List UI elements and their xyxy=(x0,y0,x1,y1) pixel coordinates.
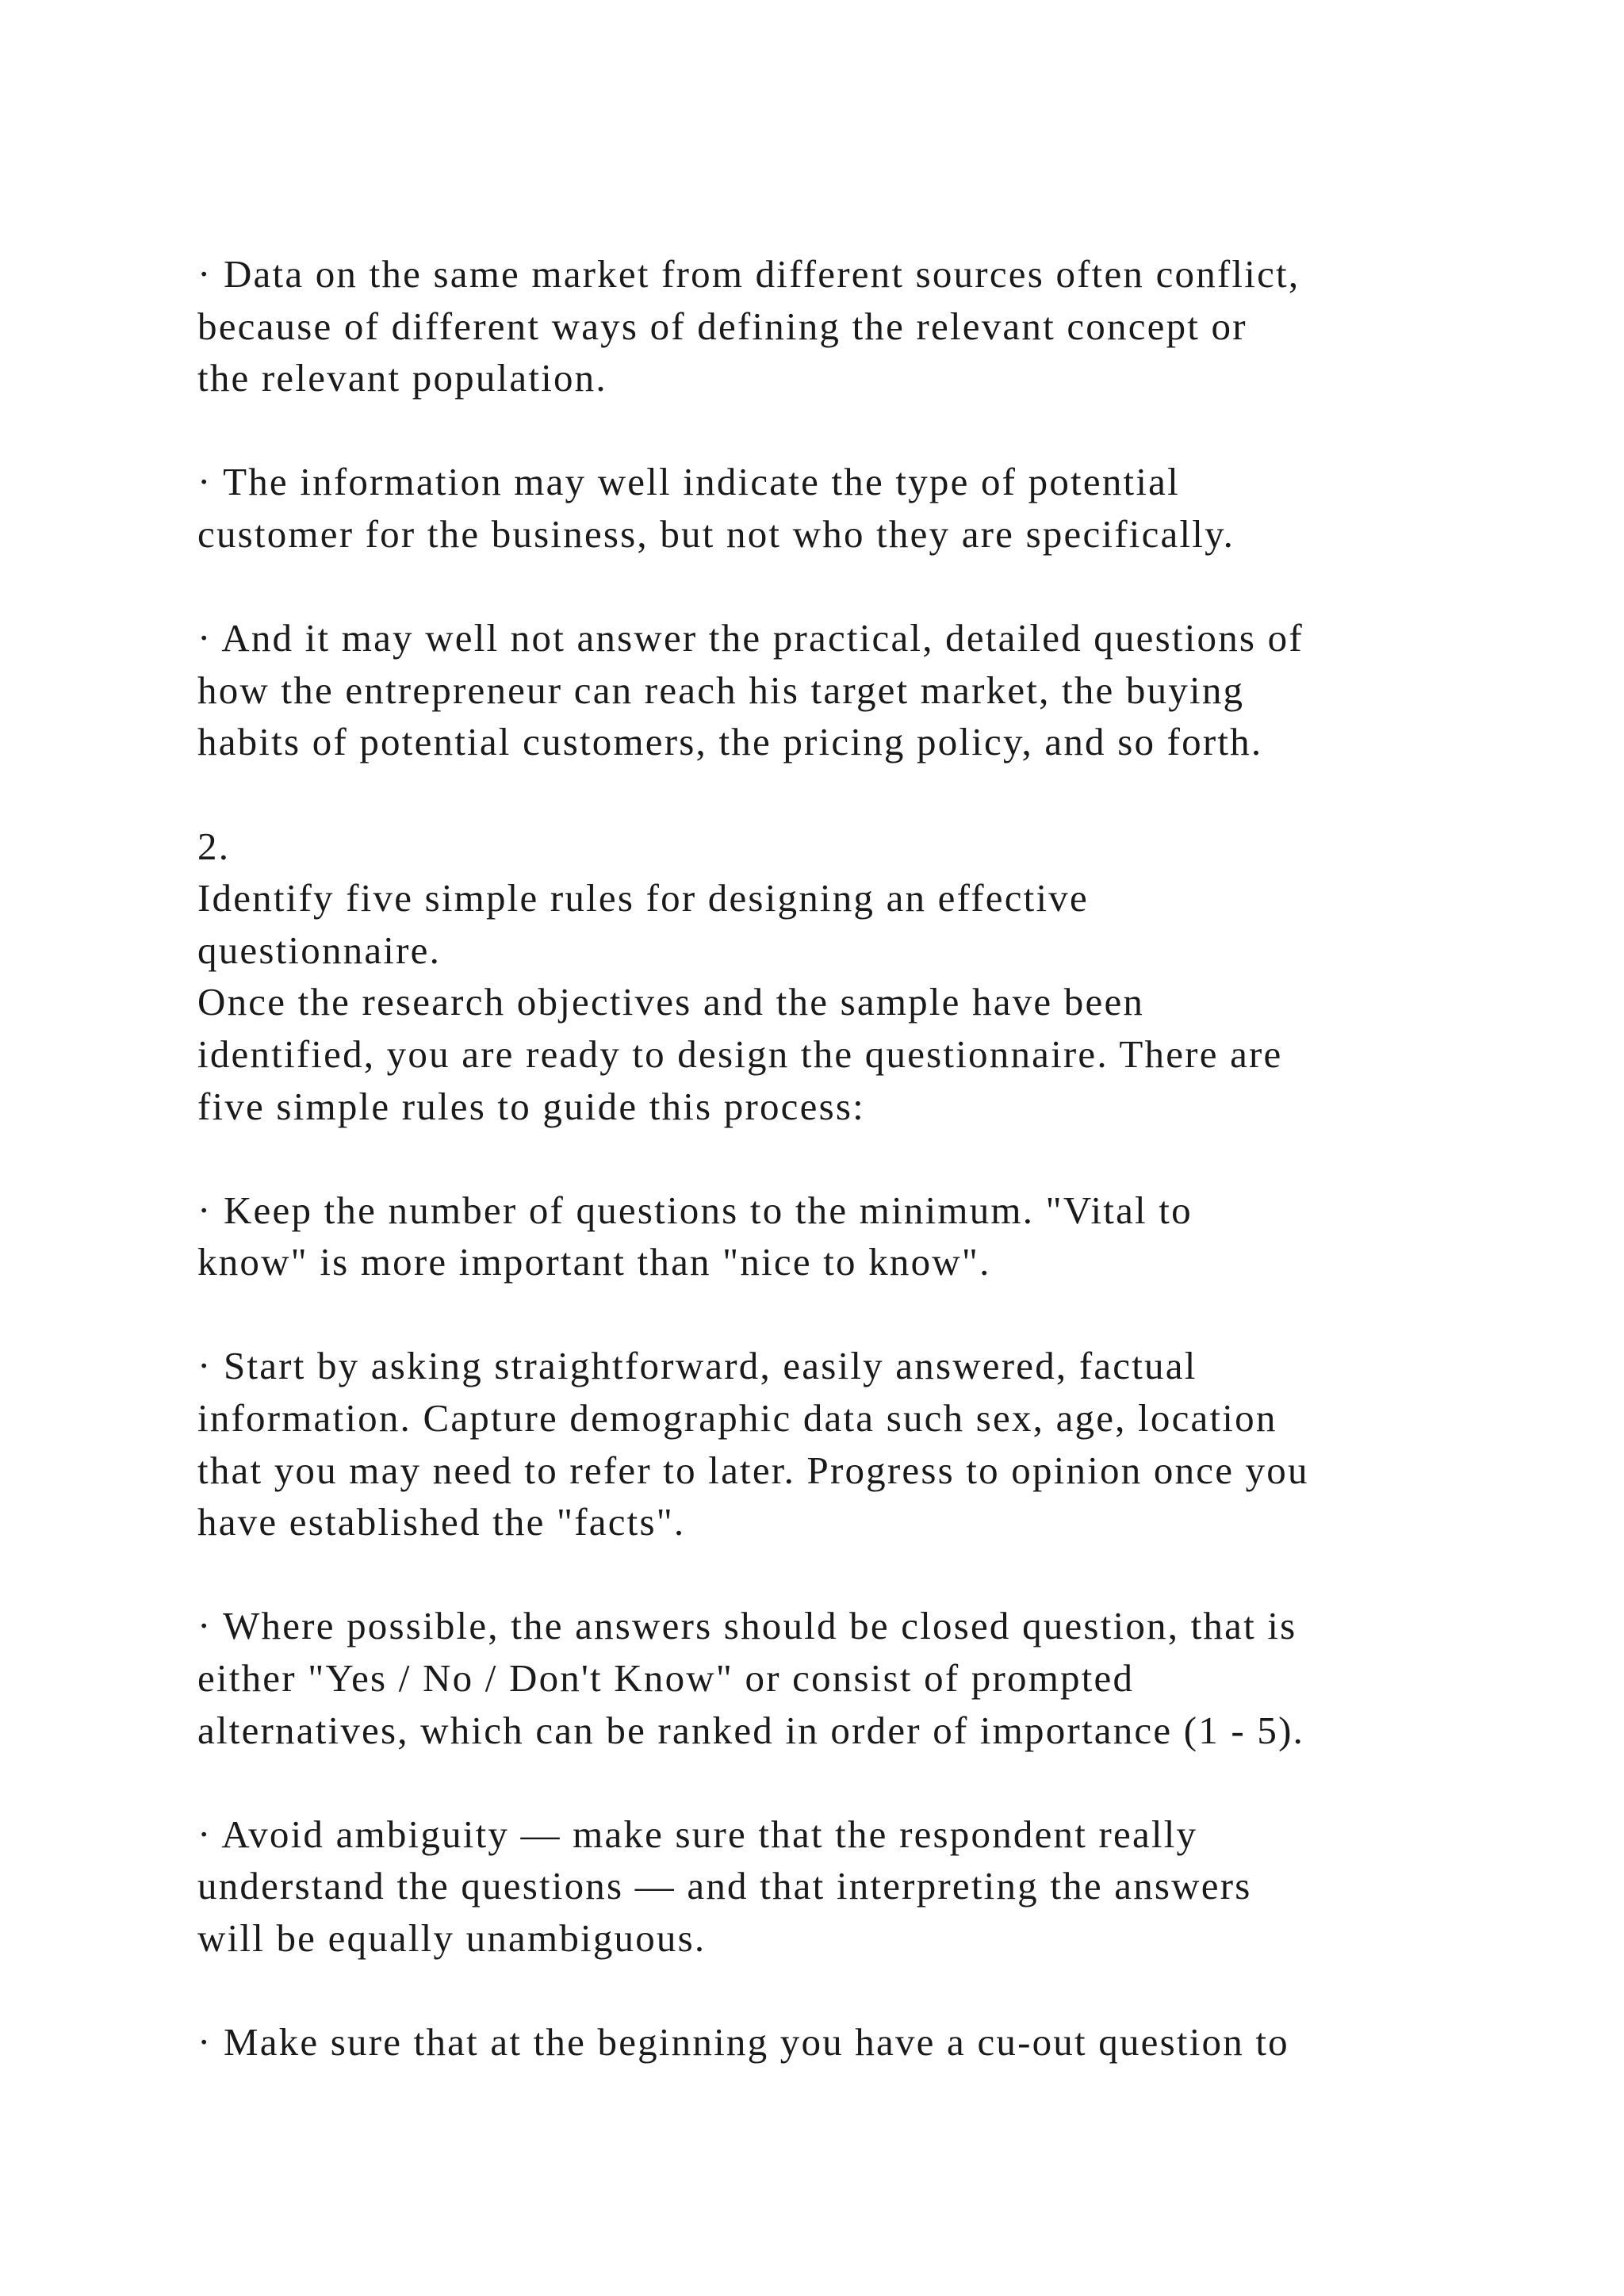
text-line: · The information may well indicate the type of potential xyxy=(197,460,1180,504)
text-line: how the entrepreneur can reach his target market, the buying xyxy=(197,668,1245,712)
text-line: 2. xyxy=(197,824,231,868)
text-line: either "Yes / No / Don't Know" or consist of prompted xyxy=(197,1656,1135,1701)
text-line: will be equally unambiguous. xyxy=(197,1916,707,1960)
text-line: know" is more important than "nice to know". xyxy=(197,1240,991,1284)
document-body xyxy=(197,248,1506,2068)
text-line: have established the "facts". xyxy=(197,1500,686,1544)
text-line: identified, you are ready to design the questionnaire. There are xyxy=(197,1031,1283,1076)
text-line: customer for the business, but not who they are specifically. xyxy=(197,511,1235,556)
text-line: habits of potential customers, the pricing policy, and so forth. xyxy=(197,720,1263,764)
text-line: · Avoid ambiguity — make sure that the respondent really xyxy=(197,1812,1198,1856)
blank-line xyxy=(197,1288,1506,1341)
blank-line xyxy=(197,1965,1506,2017)
text-line: questionnaire. xyxy=(197,928,442,972)
text-line: five simple rules to guide this process: xyxy=(197,1084,865,1128)
blank-line xyxy=(197,1132,1506,1184)
text-line: because of different ways of defining the relevant concept or xyxy=(197,304,1247,348)
text-line: that you may need to refer to later. Progress to opinion once you xyxy=(197,1448,1309,1492)
text-line: information. Capture demographic data such sex, age, location xyxy=(197,1396,1277,1441)
text-line: · And it may well not answer the practical, detailed questions of xyxy=(197,616,1304,660)
blank-line xyxy=(197,404,1506,457)
text-line: · Where possible, the answers should be closed question, that is xyxy=(197,1604,1297,1648)
text-line: Identify five simple rules for designing an effective xyxy=(197,876,1089,920)
text-line: · Keep the number of questions to the minimum. "Vital to xyxy=(197,1188,1193,1232)
text-line: · Data on the same market from different sources often conflict, xyxy=(197,252,1300,296)
text-line: · Start by asking straightforward, easily answered, factual xyxy=(197,1344,1197,1388)
text-line: the relevant population. xyxy=(197,356,607,400)
text-line: · Make sure that at the beginning you have a cu-out question to xyxy=(197,2020,1289,2064)
blank-line xyxy=(197,1756,1506,1808)
blank-line xyxy=(197,768,1506,821)
text-line: alternatives, which can be ranked in order of importance (1 - 5). xyxy=(197,1708,1305,1752)
blank-line xyxy=(197,561,1506,613)
text-line: Once the research objectives and the sample have been xyxy=(197,980,1145,1024)
text-line: understand the questions — and that interpreting the answers xyxy=(197,1864,1252,1908)
blank-line xyxy=(197,1548,1506,1601)
